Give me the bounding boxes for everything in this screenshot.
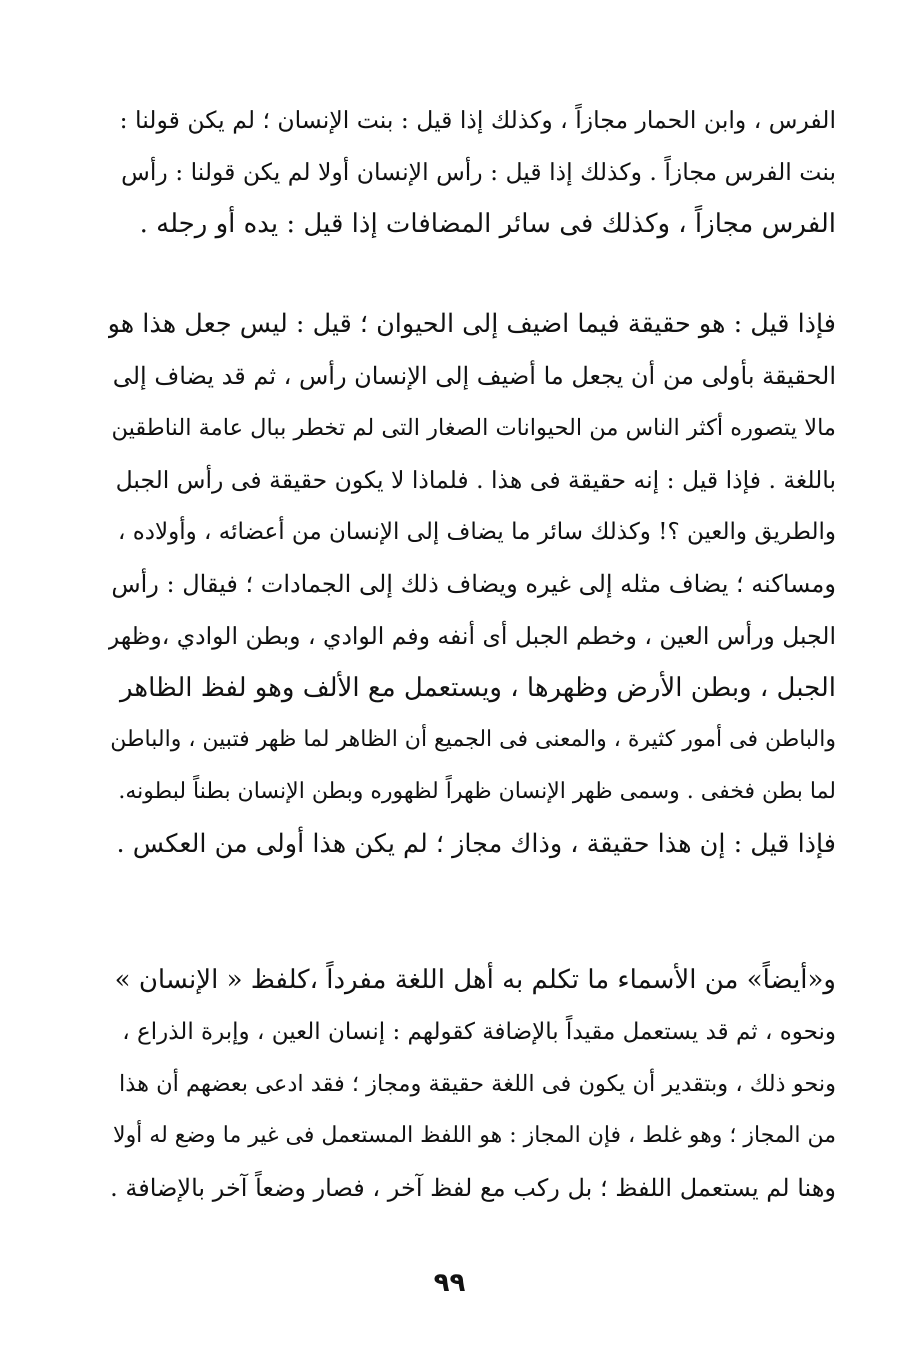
text-line: والباطن فى أمور كثيرة ، والمعنى فى الجميع أن الظاهر لما ظهر فتبين ، والباطن <box>110 727 836 752</box>
text-line: من المجاز ؛ وهو غلط ، فإن المجاز : هو اللفظ المستعمل فى غير ما وضع له أولا <box>113 1123 836 1148</box>
text-line: باللغة . فإذا قيل : إنه حقيقة فى هذا . فلماذا لا يكون حقيقة فى رأس الجبل <box>115 466 836 494</box>
text-line: ونحوه ، ثم قد يستعمل مقيداً بالإضافة كقولهم : إنسان العين ، وإبرة الذراع ، <box>122 1019 836 1045</box>
text-line: لما بطن فخفى . وسمى ظهر الإنسان ظهراً لظهوره وبطن الإنسان بطناً لبطونه. <box>118 779 836 804</box>
text-line: الفرس ، وابن الحمار مجازاً ، وكذلك إذا قيل : بنت الإنسان ؛ لم يكن قولنا : <box>119 106 836 134</box>
text-line: بنت الفرس مجازاً . وكذلك إذا قيل : رأس الإنسان أولا لم يكن قولنا : رأس <box>121 158 836 186</box>
page-number: ٩٩ <box>433 1268 466 1298</box>
text-line: والطريق والعين ؟! وكذلك سائر ما يضاف إلى الإنسان من أعضائه ، وأولاده ، <box>118 519 836 545</box>
text-line: الجبل ، وبطن الأرض وظهرها ، ويستعمل مع الألف وهو لفظ الظاهر <box>120 673 836 703</box>
text-line: و«أيضاً» من الأسماء ما تكلم به أهل اللغة مفرداً ،كلفظ « الإنسان » <box>114 965 836 995</box>
text-line: ونحو ذلك ، وبتقدير أن يكون فى اللغة حقيقة ومجاز ؛ فقد ادعى بعضهم أن هذا <box>119 1071 836 1097</box>
text-line: فإذا قيل : هو حقيقة فيما اضيف إلى الحيوان ؛ قيل : ليس جعل هذا هو <box>108 309 836 339</box>
text-line: مالا يتصوره أكثر الناس من الحيوانات الصغار التى لم تخطر ببال عامة الناطقين <box>111 415 836 441</box>
text-line: الحقيقة بأولى من أن يجعل ما أضيف إلى الإنسان رأس ، ثم قد يضاف إلى <box>112 362 836 390</box>
text-line: الفرس مجازاً ، وكذلك فى سائر المضافات إذا قيل : يده أو رجله . <box>139 209 836 239</box>
paragraph-2 <box>108 298 836 870</box>
paragraph-3 <box>108 954 836 1214</box>
text-line: ومساكنه ؛ يضاف مثله إلى غيره ويضاف ذلك إلى الجمادات ؛ فيقال : رأس <box>111 570 836 598</box>
paragraph-1 <box>108 94 836 250</box>
text-line: وهنا لم يستعمل اللفظ ؛ بل ركب مع لفظ آخر ، فصار وضعاً آخر بالإضافة . <box>110 1174 836 1202</box>
text-line: الجبل ورأس العين ، وخطم الجبل أى أنفه وفم الوادي ، وبطن الوادي ،وظهر <box>108 622 836 650</box>
text-line: فإذا قيل : إن هذا حقيقة ، وذاك مجاز ؛ لم يكن هذا أولى من العكس . <box>116 829 836 859</box>
